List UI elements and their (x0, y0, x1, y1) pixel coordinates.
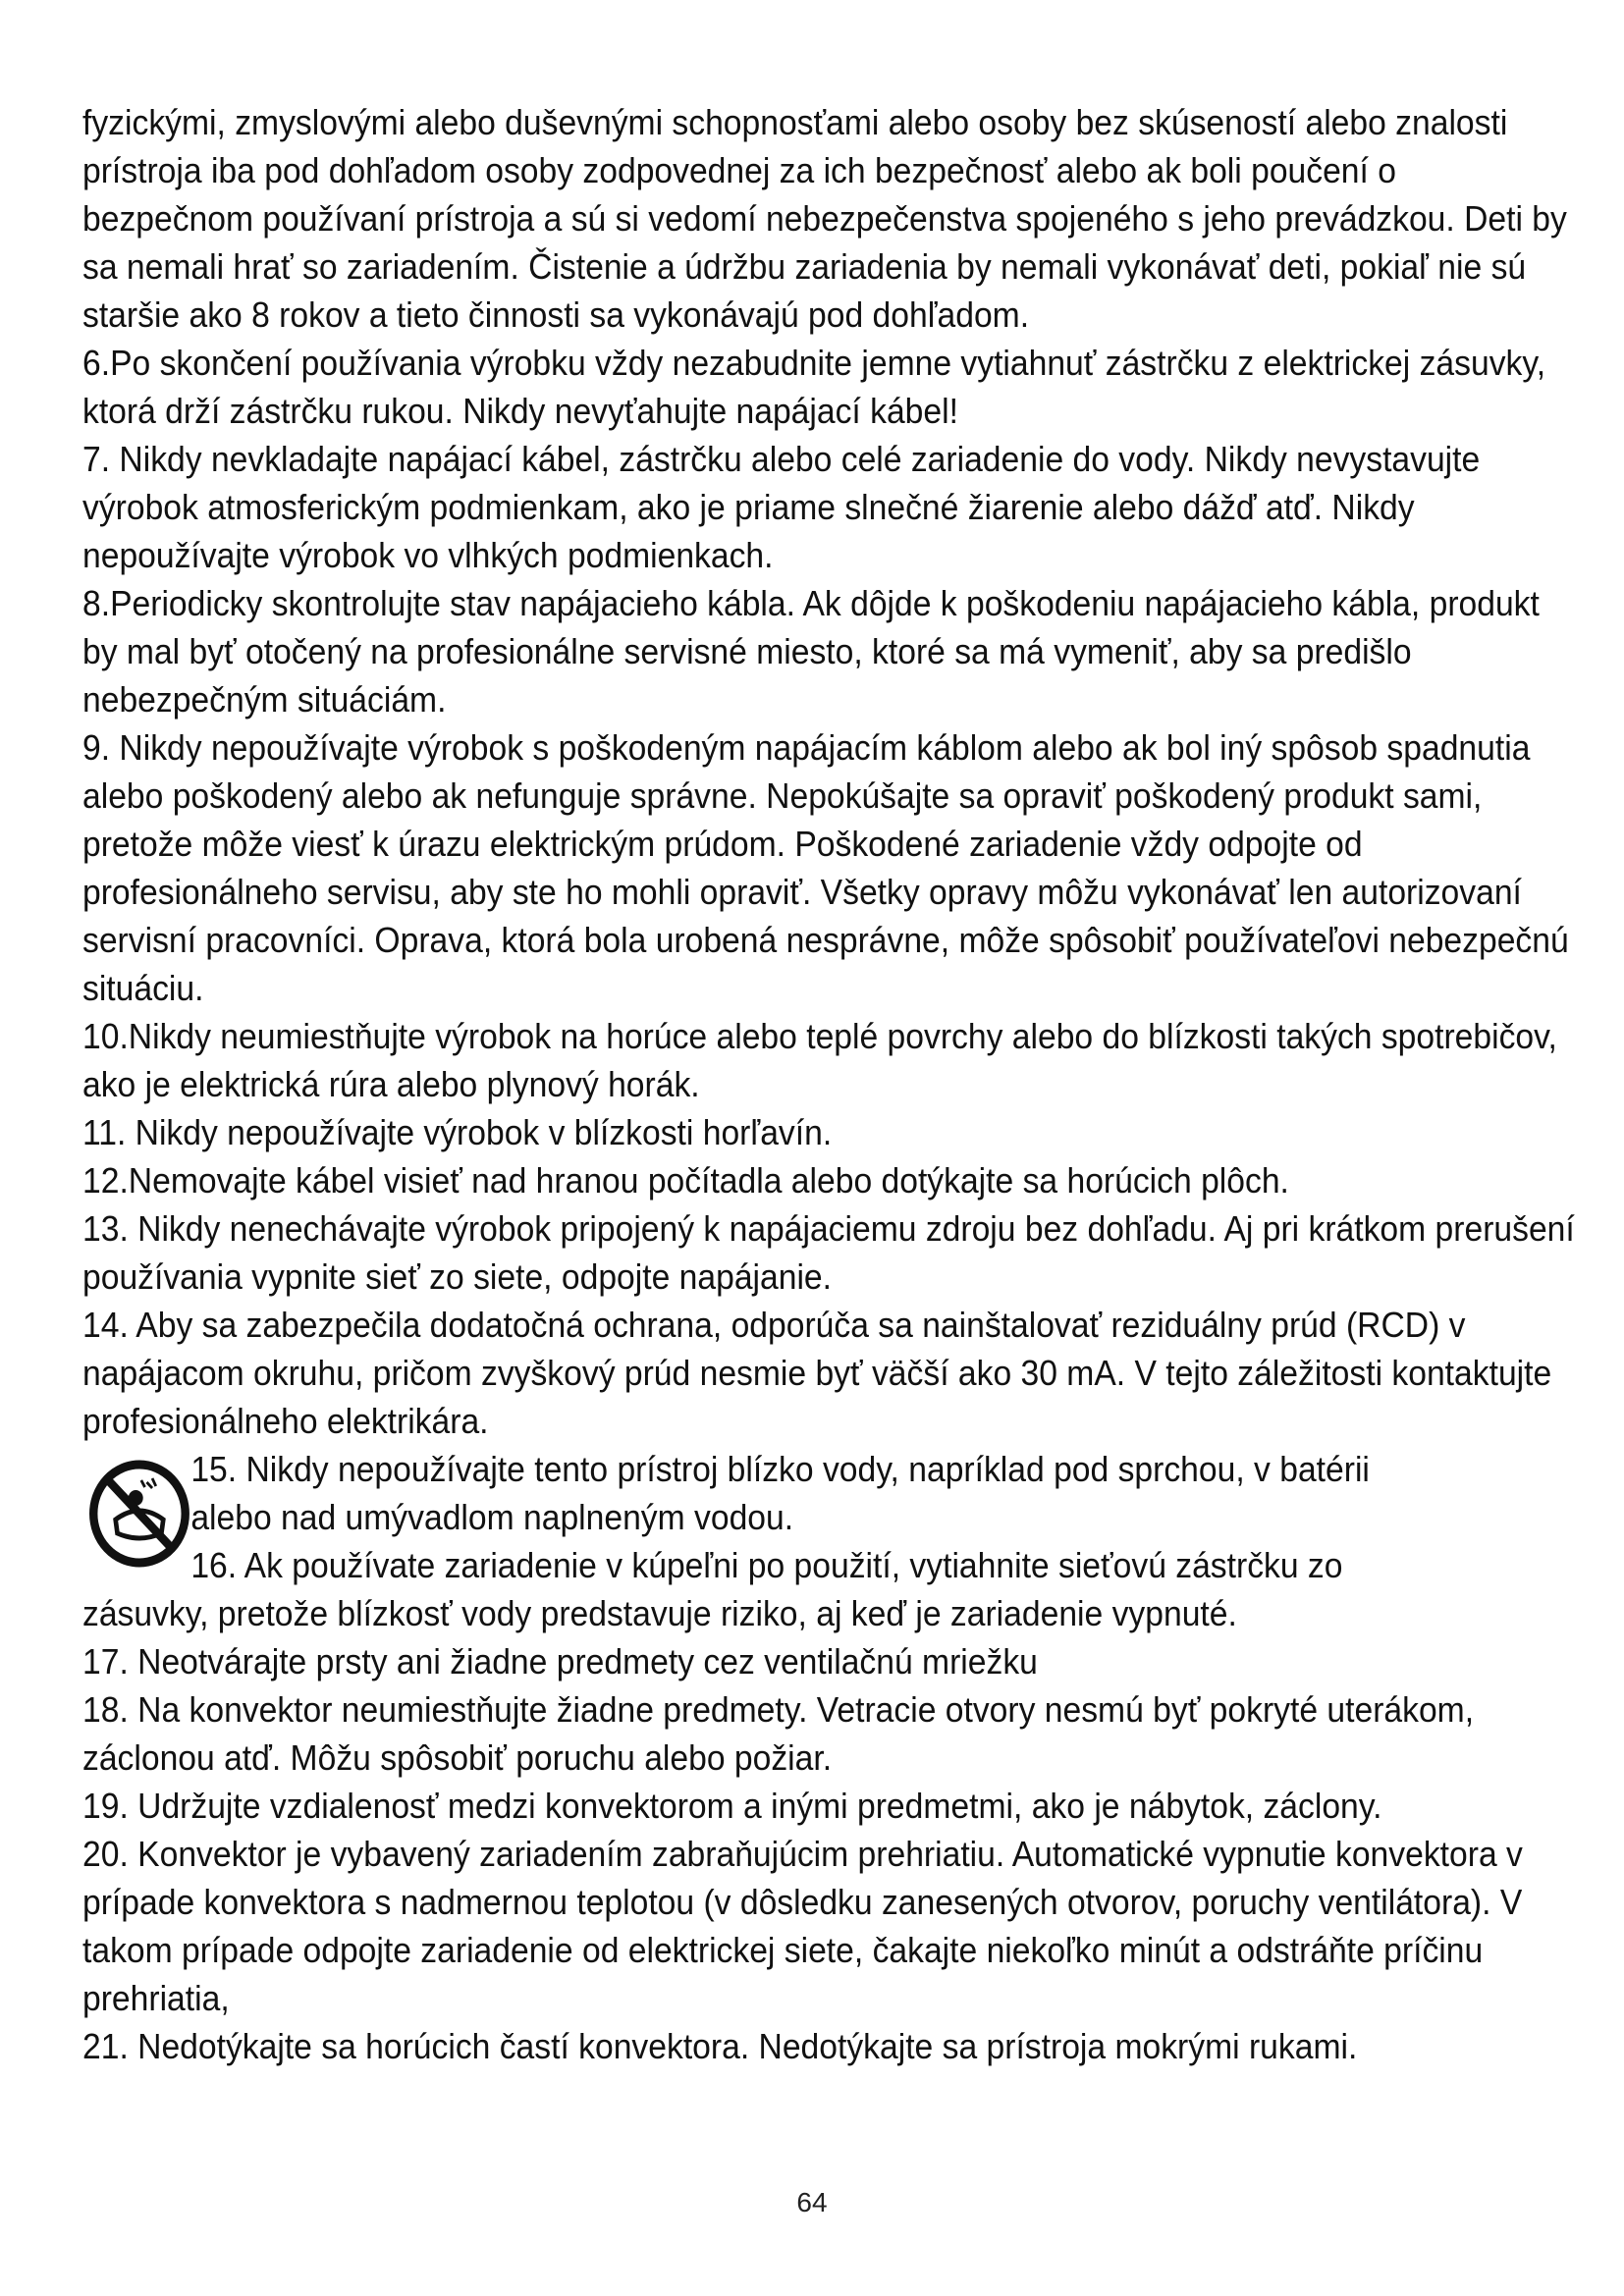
paragraph-item-12: 12.Nemovajte kábel visieť nad hranou počítadla alebo dotýkajte sa horúcich plôch. (82, 1160, 1289, 1201)
paragraph-items-15-16 (82, 1445, 1575, 1637)
no-bathing-water-warning-icon (88, 1459, 191, 1569)
paragraph-item-11: 11. Nikdy nepoužívajte výrobok v blízkosti horľavín. (82, 1112, 833, 1152)
paragraph-item-19: 19. Udržujte vzdialenosť medzi konvektorom a inými predmetmi, ako je nábytok, záclony. (82, 1786, 1382, 1826)
paragraph-item-7: 7. Nikdy nevkladajte napájací kábel, zástrčku alebo celé zariadenie do vody. Nikdy nevystavujte výrobok atmosferickým podmienkam, ako je priame slnečné žiarenie alebo dážď atď. Nikdy nepoužívajte výrobok vo vlhkých podmienkach. (82, 439, 1481, 575)
paragraph-item-20: 20. Konvektor je vybavený zariadením zabraňujúcim prehriatiu. Automatické vypnutie konvektora v prípade konvektora s nadmernou teplotou (v dôsledku zanesených otvorov, poruchy ventilátora). V takom prípade odpojte zariadenie od elektrickej siete, čakajte niekoľko minút a odstráňte príčinu prehriatia, (82, 1834, 1523, 2018)
paragraph-item-10: 10.Nikdy neumiestňujte výrobok na horúce alebo teplé povrchy alebo do blízkosti takých spotrebičov, ako je elektrická rúra alebo plynový horák. (82, 1016, 1557, 1104)
paragraph-item-6: 6.Po skončení používania výrobku vždy nezabudnite jemne vytiahnuť zástrčku z elektrickej zásuvky, ktorá drží zástrčku rukou. Nikdy nevyťahujte napájací kábel! (82, 343, 1546, 431)
paragraph-item-21: 21. Nedotýkajte sa horúcich častí konvektora. Nedotýkajte sa prístroja mokrými rukami. (82, 2026, 1358, 2066)
paragraph-item-14: 14. Aby sa zabezpečila dodatočná ochrana, odporúča sa nainštalovať reziduálny prúd (RCD) v napájacom okruhu, pričom zvyškový prúd nesmie byť väčší ako 30 mA. V tejto záležitosti kontaktujte profesionálneho elektrikára. (82, 1305, 1552, 1441)
page-number: 64 (796, 2187, 828, 2217)
document-body (82, 98, 1575, 2070)
item-15-line-1: 15. Nikdy nepoužívajte tento prístroj blízko vody, napríklad pod sprchou, v batérii (190, 1449, 1370, 1489)
paragraph-item-13: 13. Nikdy nenechávajte výrobok pripojený k napájaciemu zdroju bez dohľadu. Aj pri krátkom prerušení používania vypnite sieť zo siete, odpojte napájanie. (82, 1208, 1575, 1297)
paragraph-item-9: 9. Nikdy nepoužívajte výrobok s poškodeným napájacím káblom alebo ak bol iný spôsob spadnutia alebo poškodený alebo ak nefunguje správne. Nepokúšajte sa opraviť poškodený produkt sami, pretože môže viesť k úrazu elektrickým prúdom. Poškodené zariadenie vždy odpojte od profesionálneho servisu, aby ste ho mohli opraviť. Všetky opravy môžu vykonávať len autorizovaní servisní pracovníci. Oprava, ktorá bola urobená nesprávne, môže spôsobiť používateľovi nebezpečnú situáciu. (82, 727, 1569, 1008)
item-16-line-1: 16. Ak používate zariadenie v kúpeľni po použití, vytiahnite sieťovú zástrčku zo (190, 1545, 1343, 1585)
paragraph-item-8: 8.Periodicky skontrolujte stav napájacieho kábla. Ak dôjde k poškodeniu napájacieho kábla, produkt by mal byť otočený na profesionálne servisné miesto, ktoré sa má vymeniť, aby sa predišlo nebezpečným situáciám. (82, 583, 1540, 720)
paragraph-child-safety: fyzickými, zmyslovými alebo duševnými schopnosťami alebo osoby bez skúseností alebo znalosti prístroja iba pod dohľadom osoby zodpovednej za ich bezpečnosť alebo ak boli poučení o bezpečnom používaní prístroja a sú si vedomí nebezpečenstva spojeného s jeho prevádzkou. Deti by sa nemali hrať so zariadením. Čistenie a údržbu zariadenia by nemali vykonávať deti, pokiaľ nie sú staršie ako 8 rokov a tieto činnosti sa vykonávajú pod dohľadom. (82, 102, 1567, 335)
item-15-line-2: alebo nad umývadlom naplneným vodou. (190, 1497, 794, 1537)
paragraph-item-17: 17. Neotvárajte prsty ani žiadne predmety cez ventilačnú mriežku (82, 1641, 1038, 1682)
paragraph-item-18: 18. Na konvektor neumiestňujte žiadne predmety. Vetracie otvory nesmú byť pokryté uterákom, záclonou atď. Môžu spôsobiť poruchu alebo požiar. (82, 1689, 1475, 1778)
item-16-line-2: zásuvky, pretože blízkosť vody predstavuje riziko, aj keď je zariadenie vypnuté. (82, 1593, 1237, 1633)
